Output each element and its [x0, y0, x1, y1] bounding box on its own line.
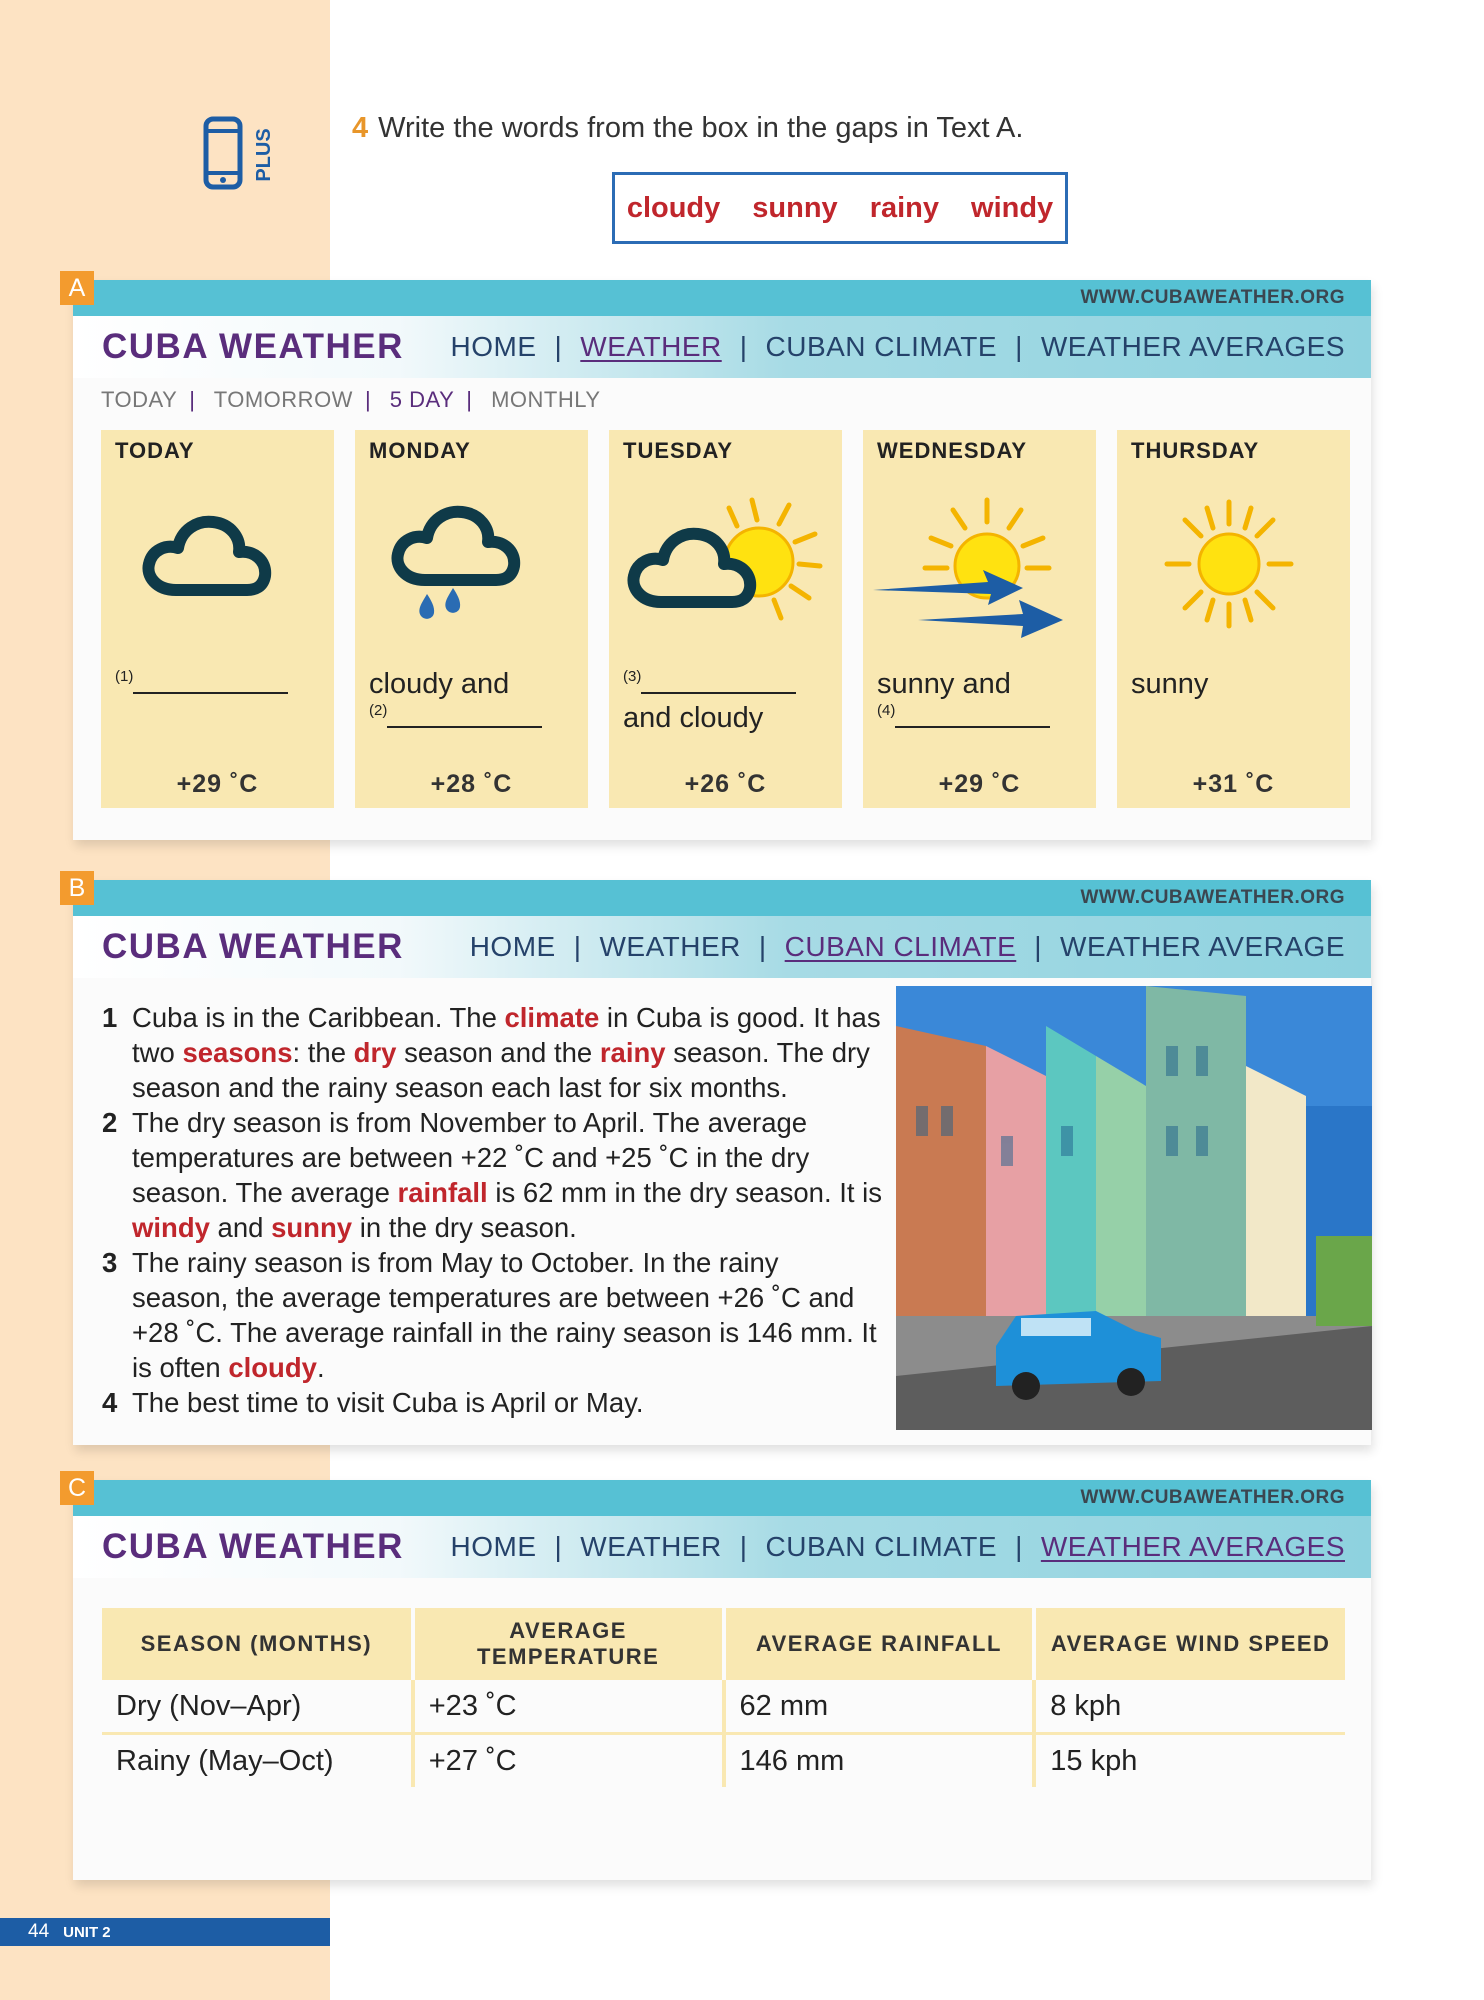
plus-label: PLUS — [253, 128, 275, 182]
sun-icon — [1117, 490, 1350, 640]
nav-weather-averages[interactable]: WEATHER AVERAGES — [1040, 1531, 1345, 1562]
nav-weather-average[interactable]: WEATHER AVERAGE — [1060, 931, 1345, 962]
forecast-text: and cloudy — [623, 702, 764, 734]
panel-b — [68, 873, 1371, 1445]
site-url: WWW.CUBAWEATHER.ORG — [73, 1480, 1371, 1516]
forecast-text: sunny and — [877, 668, 1011, 700]
site-url: WWW.CUBAWEATHER.ORG — [73, 280, 1371, 316]
word-sunny: sunny — [752, 191, 838, 224]
day-name: TUESDAY — [623, 438, 734, 463]
table-cell: Rainy (May–Oct) — [102, 1734, 413, 1788]
forecast-text: sunny — [1131, 668, 1209, 700]
day-temperature: +29 ˚C — [938, 770, 1021, 798]
exercise-instruction — [352, 112, 1023, 145]
text-segment: . — [316, 1352, 325, 1383]
nav-weather[interactable]: WEATHER — [599, 931, 741, 962]
tab-tomorrow[interactable]: TOMORROW — [213, 387, 353, 412]
table-cell: 146 mm — [724, 1734, 1035, 1788]
keyword: sunny — [271, 1212, 353, 1243]
text-segment: season. The dry season and the rainy season each last for six months. — [132, 1037, 870, 1103]
nav-weather-averages[interactable]: WEATHER AVERAGES — [1040, 331, 1345, 362]
forecast-line-2 — [369, 702, 542, 736]
column-header: AVERAGE RAINFALL — [724, 1608, 1035, 1680]
item-number: 2 — [102, 1107, 118, 1138]
text-segment: season and the — [396, 1037, 600, 1068]
climate-item — [102, 1105, 882, 1245]
gap-number: (1) — [115, 668, 134, 685]
answer-blank[interactable] — [641, 668, 796, 694]
table-cell: +27 ˚C — [413, 1734, 724, 1788]
text-segment: in Cuba is good. It has two — [132, 1002, 881, 1068]
day-card-monday — [355, 430, 588, 808]
site-brand: CUBA WEATHER — [102, 327, 404, 366]
weather-averages-table — [102, 1608, 1345, 1787]
site-nav: HOME | WEATHER | CUBAN CLIMATE | WEATHER AVERAGES — [450, 331, 1345, 362]
day-card-today — [101, 430, 334, 808]
day-temperature: +26 ˚C — [684, 770, 767, 798]
answer-blank[interactable] — [133, 668, 288, 694]
item-number: 3 — [102, 1247, 118, 1278]
climate-item — [102, 1385, 882, 1420]
nav-home[interactable]: HOME — [450, 331, 537, 362]
cloud-icon — [101, 490, 334, 640]
climate-item — [102, 1245, 882, 1385]
tab-5-day[interactable]: 5 DAY — [389, 387, 455, 412]
table-cell: 15 kph — [1034, 1734, 1345, 1788]
text-segment: Cuba is in the Caribbean. The — [132, 1002, 505, 1033]
exercise-text: Write the words from the box in the gaps in Text A. — [378, 112, 1024, 144]
panel-a — [68, 273, 1371, 840]
keyword: rainy — [599, 1037, 666, 1068]
nav-weather[interactable]: WEATHER — [580, 331, 722, 362]
gap-number: (4) — [877, 702, 896, 719]
keyword: climate — [504, 1002, 600, 1033]
answer-blank[interactable] — [387, 702, 542, 728]
panel-letter: C — [60, 1471, 94, 1505]
keyword: dry — [353, 1037, 397, 1068]
havana-street-photo — [896, 986, 1372, 1430]
day-name: TODAY — [115, 438, 195, 463]
rain-cloud-icon — [355, 490, 588, 640]
page-footer — [0, 1918, 330, 1946]
site-header — [73, 916, 1371, 978]
column-header: AVERAGE TEMPERATURE — [413, 1608, 724, 1680]
keyword: cloudy — [228, 1352, 317, 1383]
nav-cuban-climate[interactable]: CUBAN CLIMATE — [765, 331, 998, 362]
answer-blank[interactable] — [895, 702, 1050, 728]
text-segment: and — [209, 1212, 272, 1243]
keyword: seasons — [182, 1037, 293, 1068]
phone-icon — [200, 115, 280, 195]
text-segment: : the — [292, 1037, 354, 1068]
table-header-row — [102, 1608, 1345, 1680]
site-nav: HOME | WEATHER | CUBAN CLIMATE | WEATHER AVERAGE — [469, 931, 1345, 962]
site-header — [73, 316, 1371, 378]
forecast-line-1 — [623, 668, 796, 702]
climate-text — [102, 1000, 882, 1420]
tab-today[interactable]: TODAY — [101, 387, 178, 412]
gap-number: (3) — [623, 668, 642, 685]
nav-cuban-climate[interactable]: CUBAN CLIMATE — [784, 931, 1017, 962]
day-name: WEDNESDAY — [877, 438, 1027, 463]
day-card-thursday — [1117, 430, 1350, 808]
panel-c — [67, 1473, 1371, 1880]
column-header: SEASON (MONTHS) — [102, 1608, 413, 1680]
sun-behind-cloud-icon — [609, 490, 842, 640]
text-segment: is 62 mm in the dry season. It is — [487, 1177, 883, 1208]
unit-label: UNIT 2 — [63, 1923, 111, 1941]
site-header — [73, 1516, 1371, 1578]
forecast-line-1 — [115, 668, 288, 702]
word-windy: windy — [971, 191, 1054, 224]
day-card-tuesday — [609, 430, 842, 808]
tab-monthly[interactable]: MONTHLY — [491, 387, 601, 412]
exercise-number: 4 — [352, 112, 369, 144]
gap-number: (2) — [369, 702, 388, 719]
panel-letter: B — [60, 871, 94, 905]
site-url: WWW.CUBAWEATHER.ORG — [73, 880, 1371, 916]
day-name: MONDAY — [369, 438, 471, 463]
item-number: 1 — [102, 1002, 118, 1033]
table-cell: 62 mm — [724, 1680, 1035, 1734]
day-temperature: +31 ˚C — [1192, 770, 1275, 798]
forecast-text: cloudy and — [369, 668, 510, 700]
table-cell: +23 ˚C — [413, 1680, 724, 1734]
climate-item — [102, 1000, 882, 1105]
forecast-line-2 — [877, 702, 1050, 736]
page-number: 44 — [28, 1921, 50, 1942]
day-card-wednesday — [863, 430, 1096, 808]
sun-wind-icon — [863, 490, 1096, 640]
day-temperature: +28 ˚C — [430, 770, 513, 798]
text-segment: The rainy season is from May to October. In the rainy season, the average temperatures are between +26 ˚C and +28 ˚C. The average rainfall in the rainy season is 146 mm. It is often — [132, 1247, 877, 1383]
table-row — [102, 1680, 1345, 1734]
nav-home[interactable]: HOME — [469, 931, 556, 962]
word-rainy: rainy — [869, 191, 940, 224]
nav-weather[interactable]: WEATHER — [580, 1531, 722, 1562]
day-temperature: +29 ˚C — [176, 770, 259, 798]
column-header: AVERAGE WIND SPEED — [1034, 1608, 1345, 1680]
site-brand: CUBA WEATHER — [102, 927, 404, 966]
panel-letter: A — [60, 271, 94, 305]
nav-cuban-climate[interactable]: CUBAN CLIMATE — [765, 1531, 998, 1562]
table-cell: 8 kph — [1034, 1680, 1345, 1734]
day-name: THURSDAY — [1131, 438, 1260, 463]
text-segment: The best time to visit Cuba is April or May. — [132, 1387, 644, 1418]
item-number: 4 — [102, 1387, 118, 1418]
word-cloudy: cloudy — [626, 191, 721, 224]
table-cell: Dry (Nov–Apr) — [102, 1680, 413, 1734]
site-brand: CUBA WEATHER — [102, 1527, 404, 1566]
forecast-tabs: TODAY | TOMORROW | 5 DAY | MONTHLY — [101, 387, 601, 412]
site-nav: HOME | WEATHER | CUBAN CLIMATE | WEATHER AVERAGES — [450, 1531, 1345, 1562]
keyword: rainfall — [397, 1177, 488, 1208]
nav-home[interactable]: HOME — [450, 1531, 537, 1562]
word-box — [612, 172, 1068, 244]
text-segment: The dry season is from November to April. The average temperatures are between +22 ˚C and +25 ˚C in the dry season. The average — [132, 1107, 810, 1208]
keyword: windy — [132, 1212, 210, 1243]
text-segment: in the dry season. — [352, 1212, 577, 1243]
table-row — [102, 1734, 1345, 1788]
